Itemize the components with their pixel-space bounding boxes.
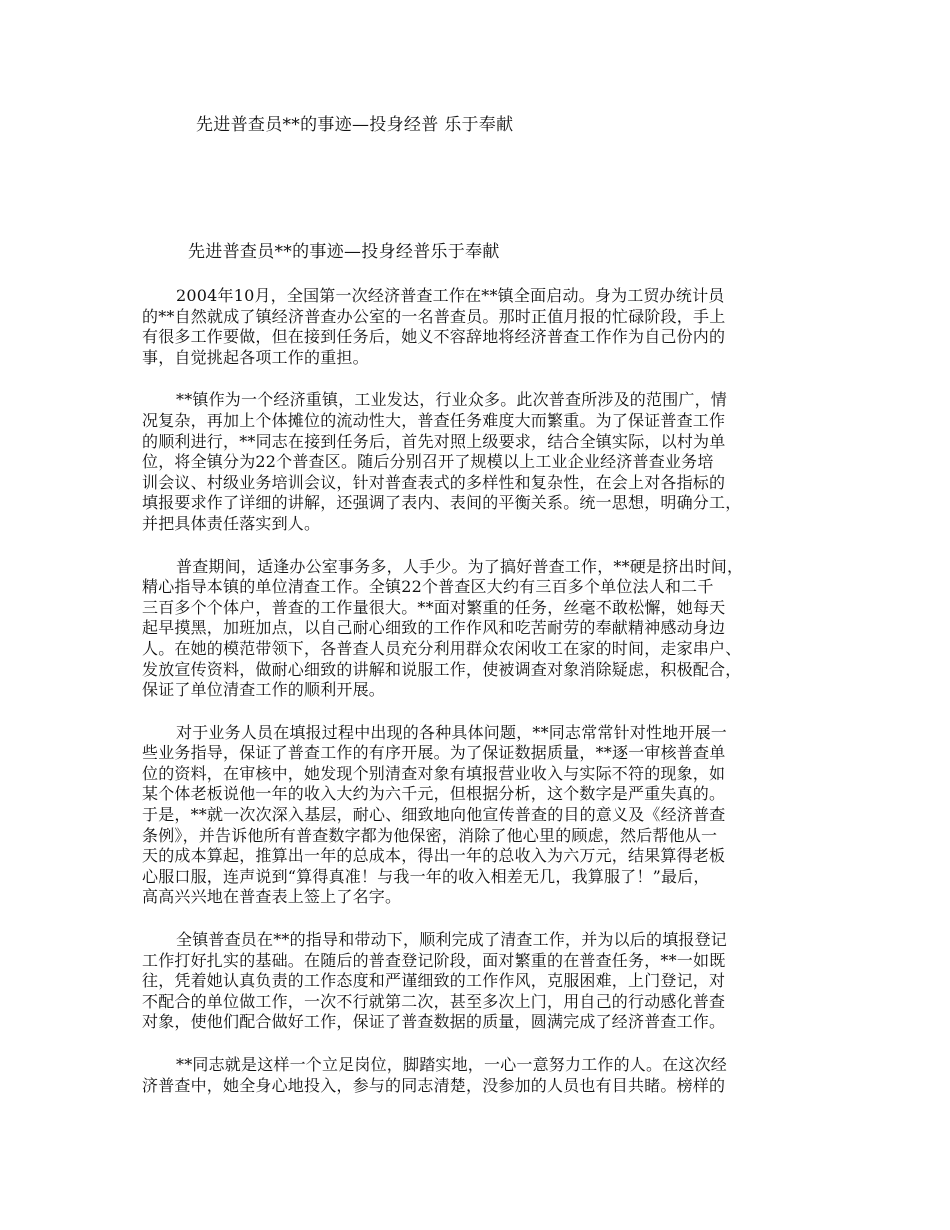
text-line: 的**自然就成了镇经济普查办公室的一名普查员。那时正值月报的忙碌阶段，手上 <box>142 306 726 326</box>
text-line: 不配合的单位做工作，一次不行就第二次，甚至多次上门，用自己的行动感化普查 <box>142 991 726 1011</box>
paragraph <box>142 723 822 908</box>
text-line: 济普查中，她全身心地投入，参与的同志清楚，没参加的人员也有目共睹。榜样的 <box>142 1075 726 1095</box>
paragraph <box>142 930 822 1033</box>
text-line: 并把具体责任落实到人。 <box>142 513 321 533</box>
text-line: 对于业务人员在填报过程中出现的各种具体问题，**同志常常针对性地开展一 <box>176 722 728 742</box>
text-line: 填报要求作了详细的讲解，还强调了表内、表间的平衡关系。统一思想，明确分工， <box>142 493 742 513</box>
text-line: 况复杂，再加上个体摊位的流动性大，普查任务难度大而繁重。为了保证普查工作 <box>142 410 726 430</box>
text-line: 训会议、村级业务培训会议，针对普查表式的多样性和复杂性，在会上对各指标的 <box>142 472 726 492</box>
document-body <box>142 286 822 1118</box>
document-title: 先进普查员**的事迹—投身经普 乐于奉献 <box>196 115 514 135</box>
text-line: 工作打好扎实的基础。在随后的普查登记阶段，面对繁重的在普查任务，**一如既 <box>142 950 726 970</box>
text-line: 心服口服，连声说到“算得真准！与我一年的收入相差无几，我算服了！”最后， <box>142 866 710 886</box>
text-line: 条例》，并告诉他所有普查数字都为他保密，消除了他心里的顾虑，然后帮他从一 <box>142 825 718 845</box>
document-subtitle: 先进普查员**的事迹—投身经普乐于奉献 <box>188 242 500 262</box>
text-line: 全镇普查员在**的指导和带动下，顺利完成了清查工作，并为以后的填报登记 <box>176 930 728 950</box>
text-line: 对象，使他们配合做好工作，保证了普查数据的质量，圆满完成了经济普查工作。 <box>142 1012 726 1032</box>
text-line: 三百多个个体户，普查的工作量很大。**面对繁重的任务，丝毫不敢松懈，她每天 <box>142 597 726 617</box>
text-line: 事，自觉挑起各项工作的重担。 <box>142 347 369 367</box>
text-line: 人。在她的模范带领下，各普查人员充分利用群众农闲收工在家的时间，走家串户、 <box>142 638 742 658</box>
text-line: 些业务指导，保证了普查工作的有序开展。为了保证数据质量，**逐一审核普查单 <box>142 743 726 763</box>
paragraph <box>142 390 822 534</box>
text-line: 精心指导本镇的单位清查工作。全镇22个普查区大约有三百多个单位法人和二千 <box>142 577 714 597</box>
text-line: 保证了单位清查工作的顺利开展。 <box>142 680 386 700</box>
text-line: 的顺利进行，**同志在接到任务后，首先对照上级要求，结合全镇实际，以村为单 <box>142 431 726 451</box>
text-line: 发放宣传资料，做耐心细致的讲解和说服工作，使被调查对象消除疑虑，积极配合， <box>142 659 742 679</box>
text-line: 往，凭着她认真负责的工作态度和严谨细致的工作作风，克服困难，上门登记，对 <box>142 971 726 991</box>
text-line: 高高兴兴地在普查表上签上了名字。 <box>142 887 402 907</box>
paragraph <box>142 286 822 368</box>
text-line: 于是，**就一次次深入基层，耐心、细致地向他宣传普查的目的意义及《经济普查 <box>142 805 726 825</box>
text-line: 位，将全镇分为22个普查区。随后分别召开了规模以上工业企业经济普查业务培 <box>142 452 714 472</box>
paragraph <box>142 1055 822 1096</box>
text-line: 天的成本算起，推算出一年的总成本，得出一年的总收入为六万元，结果算得老板 <box>142 846 726 866</box>
text-line: 起早摸黑，加班加点，以自己耐心细致的工作作风和吃苦耐劳的奉献精神感动身边 <box>142 618 726 638</box>
text-line: 2004年10月，全国第一次经济普查工作在**镇全面启动。身为工贸办统计员 <box>176 286 725 305</box>
text-line: 有很多工作要做，但在接到任务后，她义不容辞地将经济普查工作作为自己份内的 <box>142 327 726 347</box>
paragraph <box>142 557 822 701</box>
text-line: 普查期间，适逢办公室事务多，人手少。为了搞好普查工作，**硬是挤出时间， <box>176 556 744 576</box>
text-line: 位的资料，在审核中，她发现个别清查对象有填报营业收入与实际不符的现象，如 <box>142 763 726 783</box>
text-line: **同志就是这样一个立足岗位，脚踏实地，一心一意努力工作的人。在这次经 <box>176 1055 728 1074</box>
text-line: **镇作为一个经济重镇，工业发达，行业众多。此次普查所涉及的范围广，情 <box>176 390 728 410</box>
text-line: 某个体老板说他一年的收入大约为六千元，但根据分析，这个数字是严重失真的。 <box>142 784 726 804</box>
